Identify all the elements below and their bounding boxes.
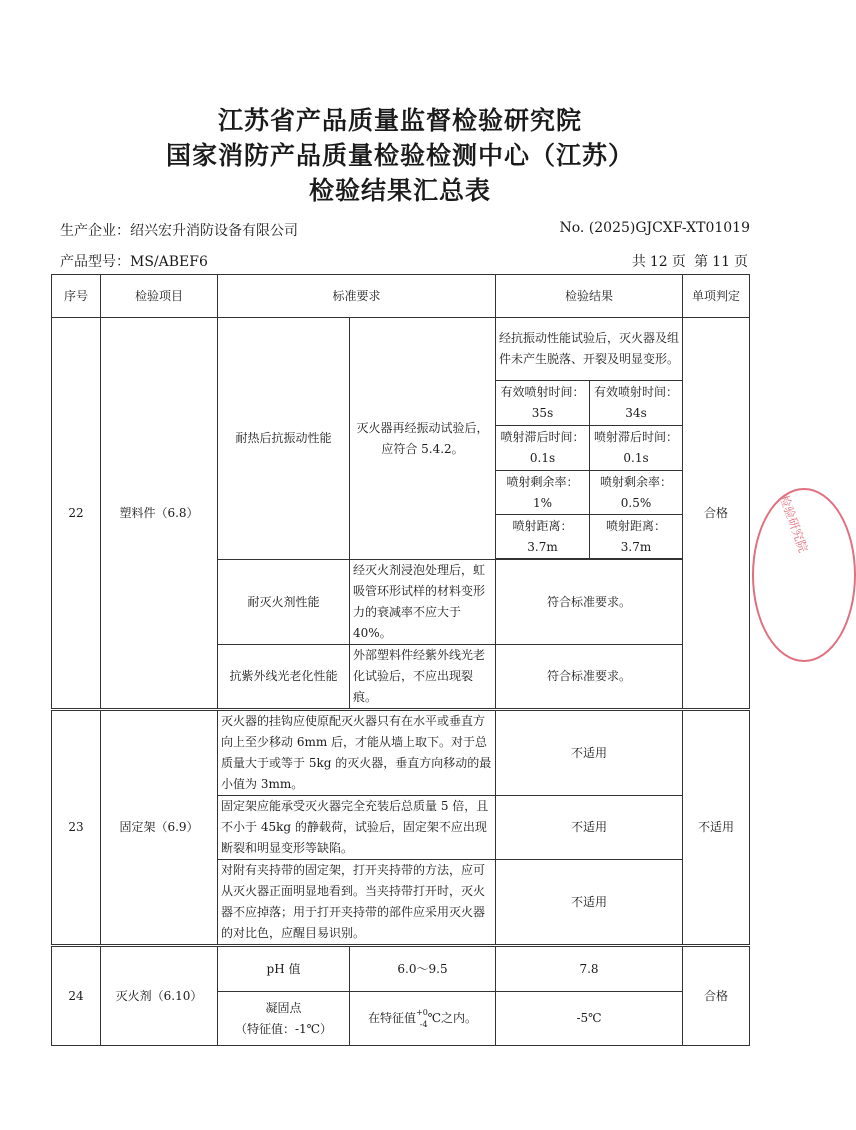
table-title: 检验结果汇总表 xyxy=(308,176,491,205)
results-table xyxy=(51,274,750,1046)
result-cell: 不适用 xyxy=(496,796,683,860)
result-cell: 喷射滞后时间：0.1s xyxy=(496,426,590,471)
result-cell: 有效喷射时间：35s xyxy=(496,381,590,426)
seq-cell: 24 xyxy=(52,946,101,1046)
model-value: MS/ABEF6 xyxy=(130,254,208,270)
page-total: 12 xyxy=(649,254,668,270)
requirement-cell: 在特征值$^{+0}_{-4}$℃之内。 xyxy=(350,992,496,1046)
verdict-cell: 合格 xyxy=(683,946,750,1046)
result-cell: 符合标准要求。 xyxy=(496,645,683,710)
manufacturer-value: 绍兴宏升消防设备有限公司 xyxy=(130,223,298,239)
item-cell: 固定架（6.9） xyxy=(101,710,218,946)
document-title-block xyxy=(0,103,800,208)
result-cell: 喷射距离：3.7m xyxy=(496,515,590,559)
result-cell: 喷射剩余率：1% xyxy=(496,471,590,515)
manufacturer-line xyxy=(60,220,750,240)
verdict-cell: 不适用 xyxy=(683,710,750,946)
requirement-cell: 灭火器的挂钩应使原配灭火器只有在水平或垂直方向上至少移动 6mm 后，才能从墙上取下。对于总质量大于或等于 5kg 的灭火器，垂直方向移动的最小值为 3mm。 xyxy=(218,710,496,796)
institute-title: 江苏省产品质量监督检验研究院 xyxy=(217,106,582,135)
seal-text: 检验研究院 xyxy=(776,493,811,555)
sub-item-cell: 耐灭火剂性能 xyxy=(218,560,350,645)
result-cell: 喷射滞后时间：0.1s xyxy=(590,426,683,471)
result-cell: 7.8 xyxy=(496,946,683,992)
result-cell: 喷射剩余率：0.5% xyxy=(590,471,683,515)
result-cell: 经抗振动性能试验后，灭火器及组件未产生脱落、开裂及明显变形。 xyxy=(496,318,683,381)
seq-cell: 23 xyxy=(52,710,101,946)
result-cell: 有效喷射时间：34s xyxy=(590,381,683,426)
page-current: 11 xyxy=(712,254,730,270)
table-row xyxy=(52,318,750,381)
table-row xyxy=(52,946,750,992)
sub-item-cell: pH 值 xyxy=(218,946,350,992)
requirement-cell: 灭火器再经振动试验后，应符合 5.4.2。 xyxy=(350,318,496,560)
manufacturer-label: 生产企业： xyxy=(60,223,130,239)
page-indicator: 共 12 页 第 11 页 xyxy=(631,254,748,270)
item-cell: 灭火剂（6.10） xyxy=(101,946,218,1046)
requirement-cell: 6.0～9.5 xyxy=(350,946,496,992)
table-row xyxy=(52,710,750,796)
official-seal-stamp xyxy=(752,488,856,662)
requirement-cell: 经灭火剂浸泡处理后，虹吸管环形试样的材料变形力的衰减率不应大于 40%。 xyxy=(350,560,496,645)
model-line xyxy=(60,251,750,271)
sub-item-cell: 凝固点 （特征值：-1℃） xyxy=(218,992,350,1046)
center-title: 国家消防产品质量检验检测中心（江苏） xyxy=(165,141,634,170)
sub-item-cell: 耐热后抗振动性能 xyxy=(218,318,350,560)
result-cell: 符合标准要求。 xyxy=(496,560,683,645)
col-verdict: 单项判定 xyxy=(683,275,750,318)
requirement-cell: 外部塑料件经紫外线光老化试验后，不应出现裂痕。 xyxy=(350,645,496,710)
result-cell: 不适用 xyxy=(496,860,683,946)
verdict-cell: 合格 xyxy=(683,318,750,710)
requirement-cell: 对附有夹持带的固定架，打开夹持带的方法，应可从灭火器正面明显地看到。当夹持带打开时，灭火器不应掉落；用于打开夹持带的部件应采用灭火器的对比色，应醒目易识别。 xyxy=(218,860,496,946)
col-seq: 序号 xyxy=(52,275,101,318)
item-cell: 塑料件（6.8） xyxy=(101,318,218,710)
result-cell: 喷射距离：3.7m xyxy=(590,515,683,559)
col-standard: 标准要求 xyxy=(218,275,496,318)
requirement-cell: 固定架应能承受灭火器完全充装后总质量 5 倍，且不小于 45kg 的静载荷，试验后，固定架不应出现断裂和明显变形等缺陷。 xyxy=(218,796,496,860)
result-cell: -5℃ xyxy=(496,992,683,1046)
col-result: 检验结果 xyxy=(496,275,683,318)
col-item: 检验项目 xyxy=(101,275,218,318)
model-label: 产品型号： xyxy=(60,254,130,270)
seq-cell: 22 xyxy=(52,318,101,710)
result-cell: 不适用 xyxy=(496,710,683,796)
sub-item-cell: 抗紫外线光老化性能 xyxy=(218,645,350,710)
table-header-row xyxy=(52,275,750,318)
report-number: No. (2025)GJCXF-XT01019 xyxy=(559,220,750,236)
